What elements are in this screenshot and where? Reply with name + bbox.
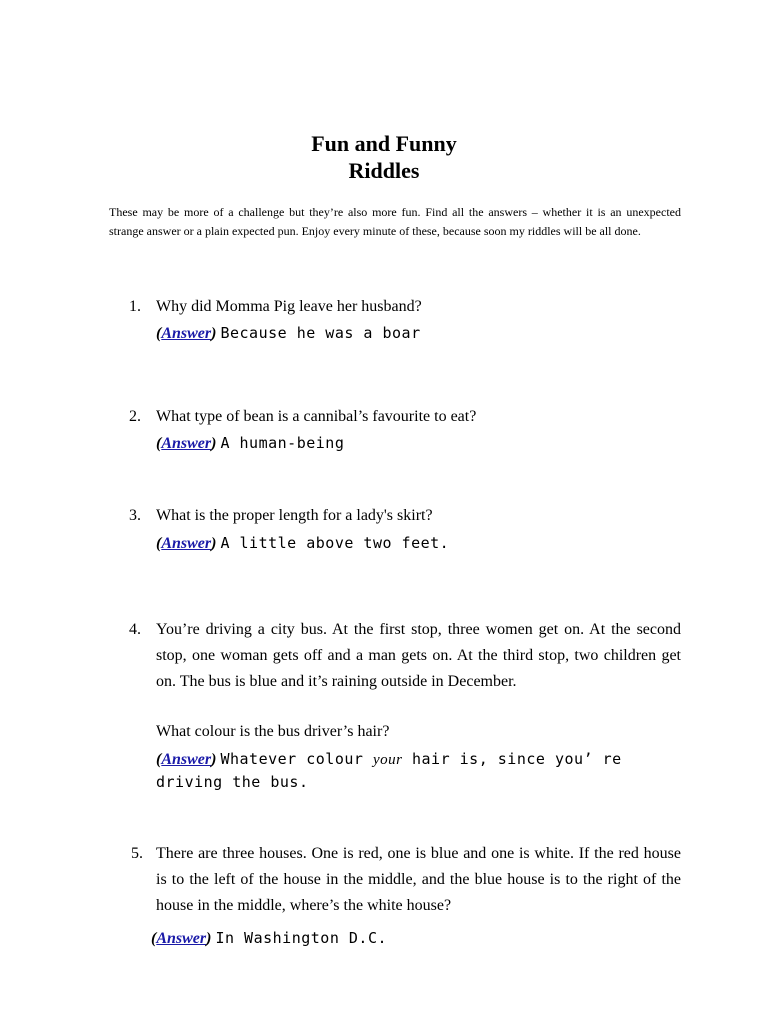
riddle-5-number: 5.: [131, 845, 143, 862]
answer-link[interactable]: Answer: [161, 435, 212, 452]
riddle-3-answer: (Answer) A little above two feet.: [156, 534, 450, 552]
riddle-5-answer: (Answer) In Washington D.C.: [151, 929, 388, 947]
document-title: [0, 130, 768, 184]
riddle-4-number: 4.: [129, 621, 141, 638]
riddle-4-question: You’re driving a city bus. At the first stop, three women get on. At the second stop, one woman gets off and a man gets on. At the third stop, two children get on. The bus is blue and it’s raining outside in December.: [156, 621, 681, 690]
title-line-1: Fun and Funny: [311, 131, 457, 156]
riddle-1-number: 1.: [129, 298, 141, 315]
riddle-2-number: 2.: [129, 408, 141, 425]
riddle-2-question: What type of bean is a cannibal’s favourite to eat?: [156, 408, 477, 425]
riddle-4-question-extra: What colour is the bus driver’s hair?: [156, 723, 390, 740]
riddle-1-answer-text: Because he was a boar: [220, 324, 421, 342]
riddle-5-answer-text: In Washington D.C.: [215, 929, 388, 947]
riddle-3-number: 3.: [129, 507, 141, 524]
title-line-2: Riddles: [348, 158, 420, 183]
answer-link[interactable]: Answer: [156, 930, 207, 947]
answer-link[interactable]: Answer: [161, 325, 212, 342]
answer-link[interactable]: Answer: [161, 535, 212, 552]
riddle-1-question: Why did Momma Pig leave her husband?: [156, 298, 422, 315]
riddle-2-answer: (Answer) A human-being: [156, 434, 345, 452]
riddle-3-answer-text: A little above two feet.: [220, 534, 450, 552]
riddle-5-question: There are three houses. One is red, one is blue and one is white. If the red house is to the left of the house in the middle, and the blue house is to the right of the house in the middle, where’s the white house?: [156, 845, 681, 914]
riddle-1-answer: (Answer) Because he was a boar: [156, 324, 421, 342]
intro-paragraph: These may be more of a challenge but they’re also more fun. Find all the answers – whether it is an unexpected strange answer or a plain expected pun. Enjoy every minute of these, because soon my riddles will be all done.: [109, 205, 681, 238]
riddle-4-answer: (Answer) Whatever colour your hair is, since you’ re driving the bus.: [156, 750, 622, 791]
answer-link[interactable]: Answer: [161, 751, 212, 768]
riddle-2-answer-text: A human-being: [220, 434, 345, 452]
riddle-3-question: What is the proper length for a lady's skirt?: [156, 507, 433, 524]
riddle-4-answer-text: Whatever colour your hair is, since you’ re driving the bus.: [156, 750, 622, 791]
